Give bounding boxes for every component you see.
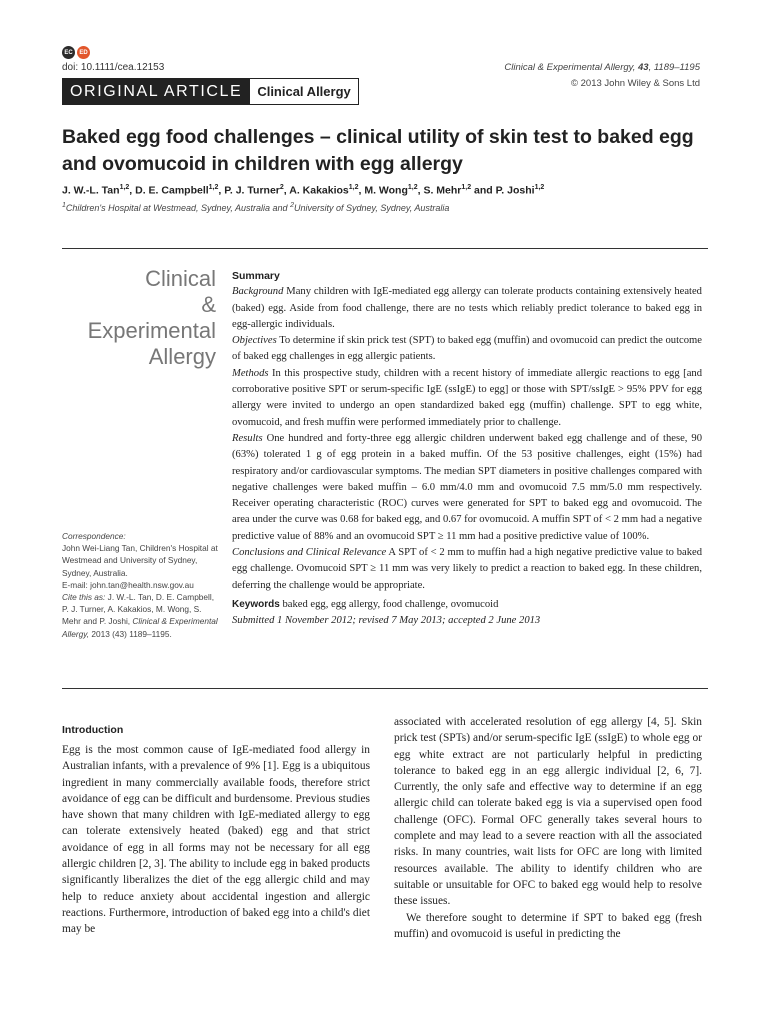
article-type-bar: [62, 78, 359, 105]
author-name: P. Joshi: [495, 184, 535, 197]
summary-text: A SPT of < 2 mm to muffin had a high negative predictive value to baked egg challenge. Ovomucoid SPT ≥ 11 mm was very likely to predict a reaction to baked egg. In these children, deferring the challenge would be appropriate.: [232, 547, 702, 591]
keywords: [232, 597, 702, 613]
citation: [62, 591, 222, 640]
correspondence: [62, 530, 222, 640]
summary-heading: Summary: [232, 270, 280, 282]
keywords-label: Keywords: [232, 598, 280, 610]
summary-label: Results: [232, 432, 263, 444]
journal-ref-name: Clinical & Experimental Allergy: [504, 62, 633, 73]
journal-logo-line: Experimental: [87, 318, 216, 343]
summary-background: [232, 284, 702, 333]
summary: [232, 268, 702, 630]
doi[interactable]: doi: 10.1111/cea.12153: [62, 62, 165, 73]
article-type-label: ORIGINAL ARTICLE: [62, 78, 250, 105]
bottom-divider: [62, 688, 708, 689]
summary-results: [232, 431, 702, 545]
author-affiliation-marker: 1,2: [348, 184, 359, 191]
journal-badges: [62, 46, 90, 59]
summary-conclusions: [232, 545, 702, 594]
author-name: D. E. Campbell: [135, 184, 209, 197]
ec-badge-icon: EC: [62, 46, 75, 59]
summary-label: Conclusions and Clinical Relevance: [232, 547, 387, 559]
author-name: S. Mehr: [423, 184, 462, 197]
summary-methods: [232, 366, 702, 431]
affiliations: [62, 202, 449, 213]
journal-logo: [62, 266, 216, 370]
summary-label: Objectives: [232, 335, 277, 347]
summary-text: To determine if skin prick test (SPT) to baked egg (muffin) and ovomucoid can predict the outcome of baked egg challenges in egg allergic patients.: [232, 335, 702, 363]
author-affiliation-marker: 1,2: [407, 184, 418, 191]
author-affiliation-marker: 1,2: [208, 184, 219, 191]
author-name: A. Kakakios: [289, 184, 349, 197]
author-affiliation-marker: 1,2: [119, 184, 130, 191]
summary-text: One hundred and forty-three egg allergic children underwent baked egg challenge and of these, 90 (63%) tolerated 1 g of egg protein in a baked muffin. Of the 53 positive challenges, eight (15%) had respiratory and/or cardiovascular symptoms. The median SPT diameters in positive challenges compared with negative challenges were baked muffin – 6.0 mm/4.0 mm and ovomucoid 7.5 mm/5.0 mm respectively. Receiver operating characteristic (ROC) curves were generated for SPT to baked egg and ovomucoid. The area under the curve was 0.68 for baked egg, and 0.67 for ovomucoid. A muffin SPT of < 2 mm had a negative predictive value of 88% and an ovomucoid SPT ≥ 11 mm had a positive predictive value of 100%.: [232, 432, 702, 542]
journal-ref-volume: 43: [637, 62, 649, 73]
journal-logo-line: &: [201, 292, 216, 317]
journal-logo-line: Clinical: [145, 266, 216, 291]
body-paragraph: associated with accelerated resolution of egg allergy [4, 5]. Skin prick test (SPTs) and/or serum-specific IgE (ssIgE) to whole egg or egg white extract are not particularly helpful in predicting tolerance to baked egg in an egg allergic individual [2, 6, 7]. Currently, the only safe and effective way to determine if an egg allergic child can tolerate baked egg is via a supervised open food challenge (OFC). Formal OFC generally takes several hours to complete and may lead to a severe reaction with all the associated risks. In many countries, wait lists for OFC are long with limited resources available. The ability to identify children who are suitable or unsuitable for OFC to baked egg would help to resolve these issues.: [394, 716, 702, 908]
correspondence-email[interactable]: E-mail: john.tan@health.nsw.gov.au: [62, 579, 194, 590]
author-name: J. W.-L. Tan: [62, 184, 120, 197]
top-divider: [62, 248, 708, 249]
author-affiliation-marker: 1,2: [461, 184, 472, 191]
author-list: J. W.-L. Tan$^{1,2}$, D. E. Campbell$^{1,2}$, P. J. Turner$^2$, A. Kakakios$^{1,2}$, M. Wong$^{1,2}$, S. Mehr$^{1,2}$ and P. Joshi$^{1,2}$: [62, 184, 545, 197]
submission-dates: Submitted 1 November 2012; revised 7 May 2013; accepted 2 June 2013: [232, 615, 541, 627]
body-paragraph: We therefore sought to determine if SPT to baked egg (fresh muffin) and ovomucoid is useful in predicting the: [394, 911, 702, 940]
journal-ref-pages: 1189–1195: [653, 62, 700, 73]
affil-sup-2: 2: [290, 202, 294, 209]
body-column-1: Egg is the most common cause of IgE-mediated food allergy in Australian infants, with a prevalence of 9% [1]. Egg is a ubiquitous ingredient in many commercially available foods, therefore strict avoidance of egg can be difficult and burdensome. Previous studies have shown that many children with IgE-mediated allergy to egg can tolerate extensively heated (baked) egg and that strict avoidance of egg in all forms may not be necessary for all egg allergic children [2, 3]. The ability to include egg in baked products significantly liberalizes the diet of the egg allergic child and may help to reduce anxiety about accidental ingestion and allergic reactions. Furthermore, introduction of baked egg into a child's diet may be: [62, 744, 370, 936]
summary-label: Methods: [232, 367, 269, 379]
affil-sup-1: 1: [62, 202, 66, 209]
affil-text-1: Children's Hospital at Westmead, Sydney, Australia and: [65, 203, 291, 213]
keywords-text: baked egg, egg allergy, food challenge, ovomucoid: [282, 598, 499, 610]
ed-badge-icon: ED: [77, 46, 90, 59]
author-affiliation-marker: 1,2: [534, 184, 545, 191]
summary-objectives: [232, 333, 702, 366]
journal-reference: Clinical & Experimental Allergy, 43, 1189–1195: [504, 62, 700, 73]
article-title: Baked egg food challenges – clinical utility of skin test to baked egg and ovomucoid in children with egg allergy: [62, 126, 694, 175]
summary-text: Many children with IgE-mediated egg allergy can tolerate products containing extensively heated (baked) egg. Aside from food challenge, there are no tests which reliably predict tolerance to baked egg in egg-allergic individuals.: [232, 286, 702, 330]
author-affiliation-marker: 2: [279, 184, 284, 191]
section-label: Clinical Allergy: [250, 78, 358, 105]
cite-label: Cite this as:: [62, 592, 106, 603]
cite-journal: Clinical & Experimental Allergy,: [62, 616, 218, 639]
summary-label: Background: [232, 286, 284, 298]
correspondence-address: John Wei-Liang Tan, Children's Hospital at Westmead and University of Sydney, Sydney, Australia.: [62, 543, 218, 578]
copyright: © 2013 John Wiley & Sons Ltd: [571, 78, 700, 89]
introduction-heading: Introduction: [62, 724, 124, 736]
author-name: M. Wong: [364, 184, 408, 197]
cite-authors: J. W.-L. Tan, D. E. Campbell, P. J. Turner, A. Kakakios, M. Wong, S. Mehr and P. Joshi,: [62, 592, 215, 627]
cite-details: 2013 (43) 1189–1195.: [91, 628, 172, 639]
correspondence-heading: Correspondence:: [62, 531, 126, 541]
summary-text: In this prospective study, children with a recent history of immediate allergic reactions to egg [and corroborative positive SPT or serum-specific IgE (ssIgE) to egg] or those with SPT/ssIgE > 95% PPV for egg allergy were invited to undergo an open standardized baked egg (muffin) challenge. SPT to egg white, ovomucoid, and fresh muffin were performed immediately prior to challenge.: [232, 367, 702, 428]
body-column-2: [394, 714, 702, 942]
author-name: P. J. Turner: [224, 184, 280, 197]
affil-text-2: University of Sydney, Sydney, Australia: [293, 203, 450, 213]
journal-logo-line: Allergy: [148, 344, 216, 369]
